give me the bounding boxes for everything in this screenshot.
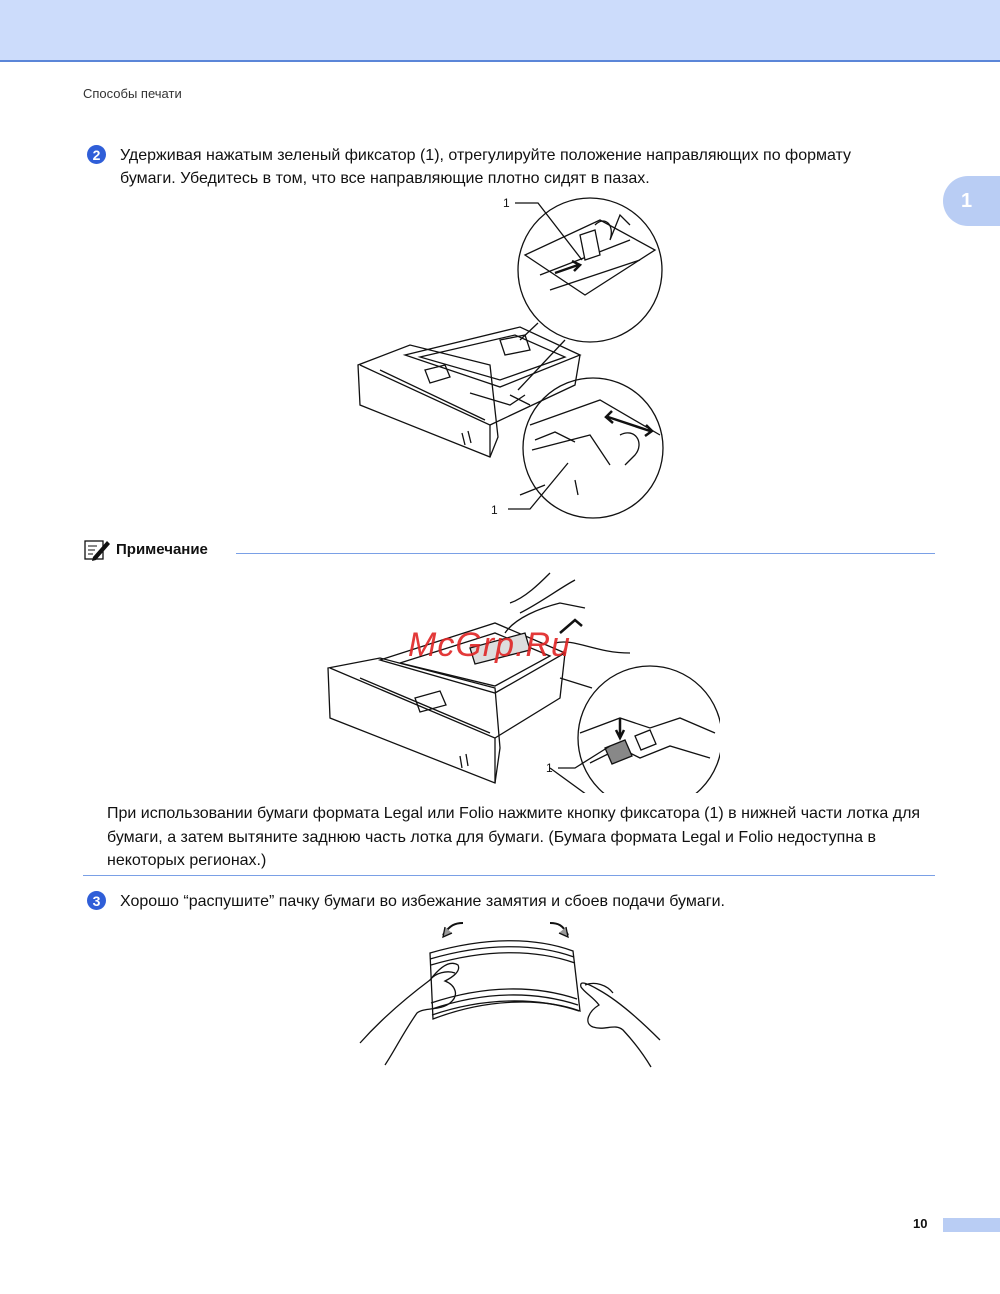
step-number-badge: 2 [87,145,106,164]
callout-label: 1 [491,503,498,517]
note-title: Примечание [116,541,208,558]
chapter-tab[interactable] [943,176,1000,226]
step-number-badge: 3 [87,891,106,910]
note-divider-bottom [83,875,935,876]
step-text-line: Удерживая нажатым зеленый фиксатор (1), отрегулируйте положение направляющих по формату [120,147,852,164]
note-header [83,537,935,561]
step-text-line: Хорошо “распушите” пачку бумаги во избежание замятия и сбоев подачи бумаги. [120,893,725,910]
fanning-paper-illustration [355,915,665,1070]
note-body: При использовании бумаги формата Legal или Folio нажмите кнопку фиксатора (1) в нижней части лотка для бумаги, а затем вытяните заднюю часть лотка для бумаги. (Бумага формата Legal и Folio недоступна в некоторых регионах.) [107,805,921,869]
note-pencil-icon [83,537,111,561]
callout-label: 1 [546,761,553,775]
breadcrumb: Способы печати [83,86,182,101]
tray-extension-illustration [320,568,720,793]
step-text-line: бумаги. Убедитесь в том, что все направляющие плотно сидят в пазах. [120,170,650,187]
callout-label: 1 [503,196,510,210]
watermark: McGrp.Ru [408,626,571,664]
chapter-tab-label: 1 [961,189,973,212]
header-band [0,0,1000,62]
step-text [120,890,725,913]
note-divider [236,553,935,554]
page-bar [943,1218,1000,1232]
page-number: 10 [913,1216,928,1231]
paper-tray-guides-illustration [350,195,670,525]
step-text [120,144,851,190]
